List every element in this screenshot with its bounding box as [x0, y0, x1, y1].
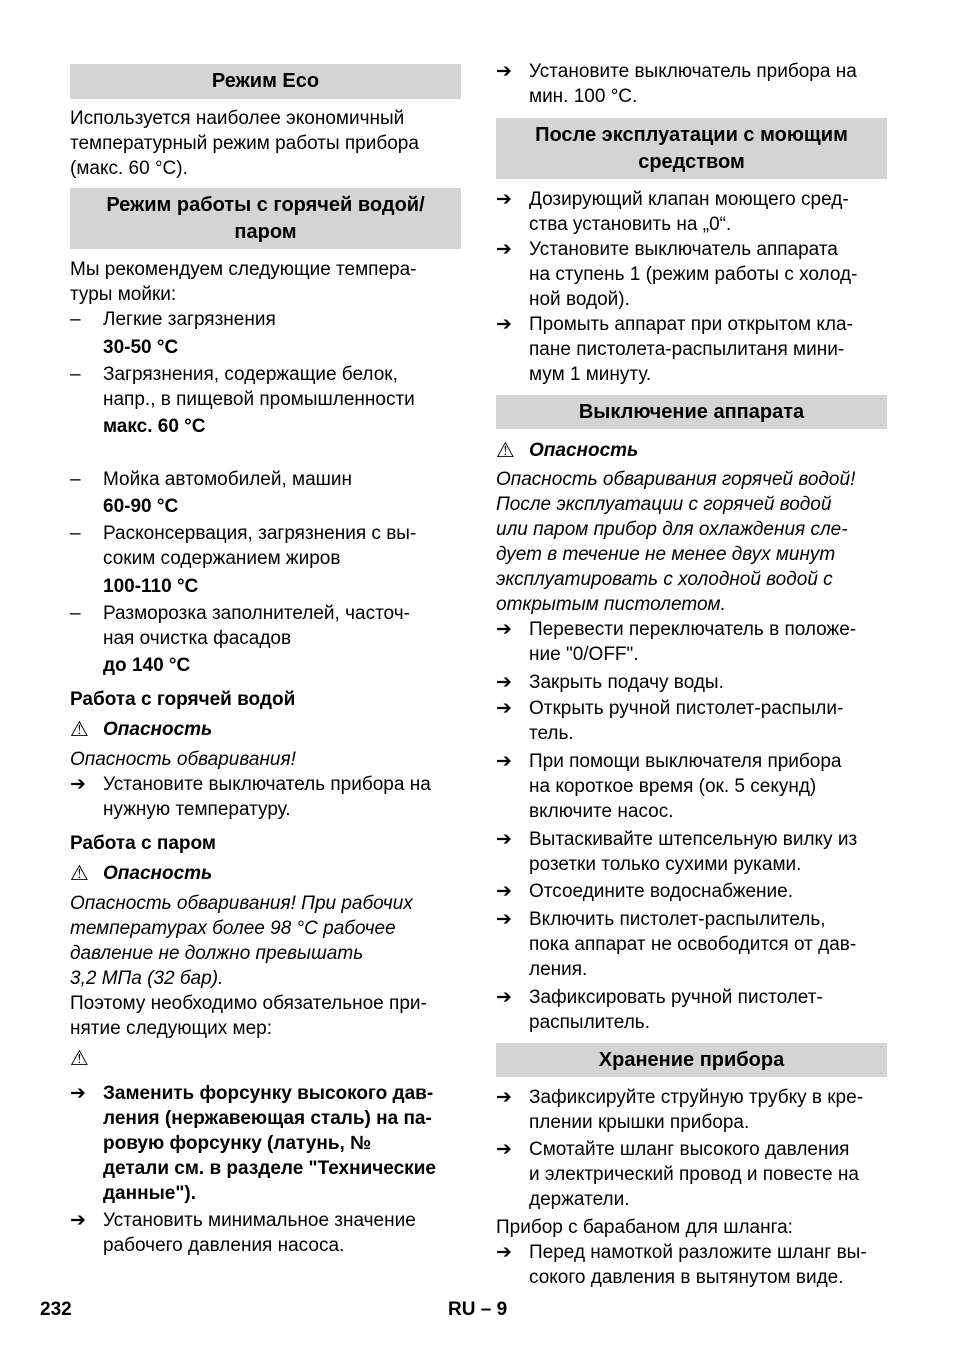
steam-text: Поэтому необходимо обязательное при- нятие следующих мер:	[70, 993, 427, 1039]
arrow-icon: ➔	[496, 1087, 512, 1108]
danger-label: ⚠ Опасность	[70, 862, 213, 885]
list-item: – Мойка автомобилей, машин 60-90 °С	[70, 467, 461, 519]
right-column	[496, 58, 887, 1290]
arrow-icon: ➔	[496, 619, 512, 640]
arrow-icon: ➔	[496, 61, 512, 82]
warning-triangle-icon: ⚠	[70, 1047, 89, 1070]
warning-triangle-icon: ⚠	[70, 718, 89, 741]
danger-text: Опасность обваривания!	[70, 749, 296, 770]
instruction-step: ➔ Установите выключатель прибора на нужную температуру.	[70, 774, 431, 820]
instruction-step: ➔ При помощи выключателя прибора на короткое время (ок. 5 секунд) включите насос.	[496, 751, 842, 822]
list-item: – Легкие загрязнения 30-50 °С	[70, 307, 461, 360]
instruction-step: ➔ Закрыть подачу воды.	[496, 672, 724, 693]
list-item: – Расконсервация, загрязнения с вы- соким содержанием жиров 100-110 °С	[70, 521, 461, 599]
arrow-icon: ➔	[496, 751, 512, 772]
temperature-value: макс. 60 °С	[103, 416, 206, 437]
warning-triangle-icon: ⚠	[496, 439, 515, 462]
instruction-step: ➔ Зафиксируйте струйную трубку в кре- плении крышки прибора.	[496, 1087, 864, 1133]
danger-label: ⚠ Опасность	[496, 439, 639, 462]
danger-text: Опасность обваривания! При рабочих температурах более 98 °C рабочее давление не должно превышать 3,2 МПа (32 бар).	[70, 893, 413, 989]
list-item: – Разморозка заполнителей, часточ- ная очистка фасадов до 140 °С	[70, 601, 461, 678]
arrow-icon: ➔	[70, 1083, 86, 1104]
dash-mark: –	[70, 469, 81, 490]
arrow-icon: ➔	[496, 881, 512, 902]
arrow-icon: ➔	[70, 1210, 86, 1231]
dash-mark: –	[70, 309, 81, 330]
arrow-icon: ➔	[496, 672, 512, 693]
eco-text: Используется наиболее экономичный температурный режим работы прибора (макс. 60 °С).	[70, 108, 419, 179]
instruction-step: ➔ Открыть ручной пистолет-распыли- тель.	[496, 698, 844, 744]
arrow-icon: ➔	[496, 829, 512, 850]
left-column	[70, 58, 461, 1258]
arrow-icon: ➔	[496, 314, 512, 335]
danger-text: Опасность обваривания горячей водой! После эксплуатации с горячей водой или паром прибор для охлаждения сле- дует в течение не менее двух минут эксплуатировать с холодной водой с открытым пистолетом.	[496, 469, 856, 615]
instruction-step: ➔ Перевести переключатель в положе- ние "0/OFF".	[496, 619, 857, 665]
temperature-value: 30-50 °С	[103, 337, 179, 358]
list-item: – Загрязнения, содержащие белок, напр., в пищевой промышленности макс. 60 °С	[70, 362, 461, 439]
warning-triangle-icon: ⚠	[70, 862, 89, 885]
instruction-step: ➔ Зафиксировать ручной пистолет- распылитель.	[496, 987, 823, 1033]
arrow-icon: ➔	[496, 1139, 512, 1160]
section-heading-switch-off: Выключение аппарата	[496, 395, 887, 429]
section-heading-storage: Хранение прибора	[496, 1043, 887, 1077]
dash-mark: –	[70, 523, 81, 544]
arrow-icon: ➔	[496, 239, 512, 260]
instruction-step: ➔ Установите выключатель прибора на мин. 100 °С.	[496, 61, 857, 107]
dash-mark: –	[70, 364, 81, 385]
instruction-step: ➔ Заменить форсунку высокого дав- ления (нержавеющая сталь) на па- ровую форсунку (латунь, № детали см. в разделе "Технические данные").	[70, 1083, 436, 1204]
instruction-step: ➔ Вытаскивайте штепсельную вилку из розетки только сухими руками.	[496, 829, 858, 875]
recommend-text: Мы рекомендуем следующие темпера- туры мойки:	[70, 259, 417, 305]
instruction-step: ➔ Смотайте шланг высокого давления и электрический провод и повесте на держатели.	[496, 1139, 859, 1210]
subheading-steam: Работа с паром	[70, 833, 216, 854]
danger-label: ⚠ Опасность	[70, 718, 213, 741]
instruction-step: ➔ Промыть аппарат при открытом кла- пане пистолета-распылитаня мини- мум 1 минуту.	[496, 314, 853, 385]
arrow-icon: ➔	[70, 774, 86, 795]
instruction-step: ➔ Отсоедините водоснабжение.	[496, 881, 793, 902]
temperature-value: 100-110 °С	[103, 576, 199, 597]
temperature-value: до 140 °С	[103, 655, 191, 676]
arrow-icon: ➔	[496, 987, 512, 1008]
drum-text: Прибор с барабаном для шланга:	[496, 1217, 793, 1238]
instruction-step: ➔ Дозирующий клапан моющего сред- ства установить на „0“.	[496, 189, 849, 235]
instruction-step: ➔ Установить минимальное значение рабочего давления насоса.	[70, 1210, 416, 1256]
arrow-icon: ➔	[496, 909, 512, 930]
instruction-step: ➔ Включить пистолет-распылитель, пока аппарат не освободится от дав- ления.	[496, 909, 857, 980]
section-code: RU – 9	[448, 1299, 508, 1320]
instruction-step: ➔ Установите выключатель аппарата на ступень 1 (режим работы с холод- ной водой).	[496, 239, 858, 310]
subheading-hot-water: Работа с горячей водой	[70, 689, 296, 710]
section-heading-hot-water: Режим работы с горячей водой/ паром	[70, 188, 461, 249]
arrow-icon: ➔	[496, 1242, 512, 1263]
dash-mark: –	[70, 603, 81, 624]
section-heading-eco: Режим Eco	[70, 64, 461, 99]
page-number: 232	[40, 1299, 72, 1320]
instruction-step: ➔ Перед намоткой разложите шланг вы- сокого давления в вытянутом виде.	[496, 1242, 867, 1288]
section-heading-after-detergent: После эксплуатации с моющим средством	[496, 118, 887, 179]
arrow-icon: ➔	[496, 698, 512, 719]
temperature-value: 60-90 °С	[103, 496, 179, 517]
arrow-icon: ➔	[496, 189, 512, 210]
